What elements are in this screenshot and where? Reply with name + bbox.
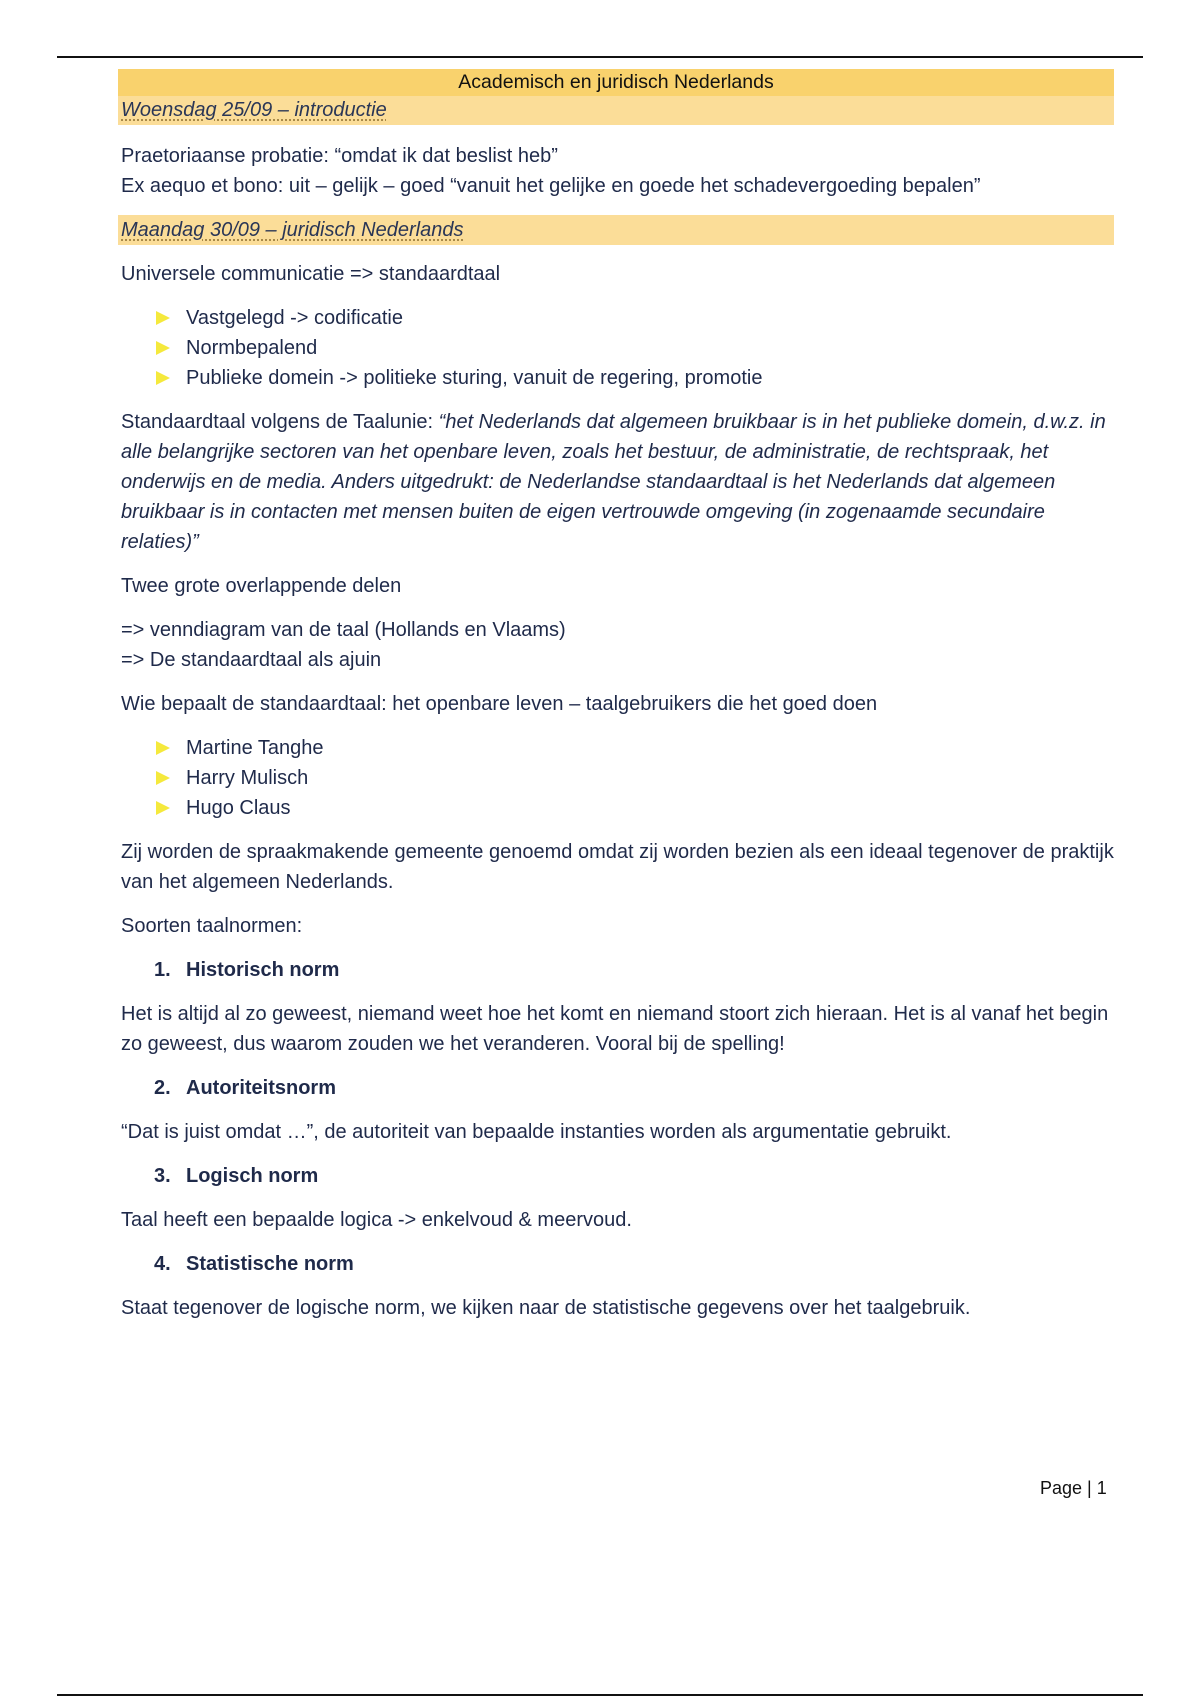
bottom-rule <box>57 1694 1143 1696</box>
list-item: Harry Mulisch <box>156 763 1114 793</box>
onion-line: => De standaardtaal als ajuin <box>121 649 382 671</box>
intro-line: Universele communicatie => standaardtaal <box>121 263 501 285</box>
who-line: Wie bepaalt de standaardtaal: het openbare leven – taalgebruikers die het goed doen <box>121 693 878 715</box>
line-praetoriaanse: Praetoriaanse probatie: “omdat ik dat beslist heb” <box>121 145 558 167</box>
parts-line: Twee grote overlappende delen <box>121 575 402 597</box>
norm-text-2: “Dat is juist omdat …”, de autoriteit van bepaalde instanties worden als argumentatie gebruikt. <box>121 1121 952 1143</box>
norm-heading-2: 2. Autoriteitsnorm <box>154 1077 336 1099</box>
arrow-bullet-icon <box>156 371 170 385</box>
arrow-bullet-icon <box>156 801 170 815</box>
list-item: Publieke domein -> politieke sturing, vanuit de regering, promotie <box>156 363 1114 393</box>
norm-text-3: Taal heeft een bepaalde logica -> enkelvoud & meervoud. <box>121 1209 632 1231</box>
list-item: Normbepalend <box>156 333 1114 363</box>
section-heading-woensdag: Woensdag 25/09 – introductie <box>118 96 1114 125</box>
top-rule <box>57 56 1143 58</box>
norm-heading-1: 1. Historisch norm <box>154 959 340 981</box>
page-number: Page | 1 <box>1040 1478 1107 1498</box>
document-title: Academisch en juridisch Nederlands <box>118 69 1114 96</box>
venn-line: => venndiagram van de taal (Hollands en Vlaams) <box>121 619 566 641</box>
document-body <box>118 69 1114 1323</box>
line-ex-aequo: Ex aequo et bono: uit – gelijk – goed “vanuit het gelijke en goede het schadevergoeding bepalen” <box>121 175 981 197</box>
arrow-bullet-icon <box>156 771 170 785</box>
section-heading-maandag: Maandag 30/09 – juridisch Nederlands <box>118 215 1114 245</box>
definition-paragraph: Standaardtaal volgens de Taalunie: “het Nederlands dat algemeen bruikbaar is in het publieke domein, d.w.z. in alle belangrijke sectoren van het openbare leven, zoals het bestuur, de administratie, de rechtspraak, het onderwijs en de media. Anders uitgedrukt: de Nederlandse standaardtaal is het Nederlands dat algemeen bruikbaar is in contacten met mensen buiten de eigen vertrouwde omgeving (in zogenaamde secundaire relaties)” <box>121 411 1106 553</box>
norm-text-1: Het is altijd al zo geweest, niemand weet hoe het komt en niemand stoort zich hieraan. Het is al vanaf het begin zo geweest, dus waarom zouden we het veranderen. Vooral bij de spelling! <box>121 1003 1109 1055</box>
list-item: Martine Tanghe <box>156 733 1114 763</box>
arrow-bullet-icon <box>156 341 170 355</box>
bullet-list-personen <box>118 733 1114 823</box>
community-paragraph: Zij worden de spraakmakende gemeente genoemd omdat zij worden bezien als een ideaal tegenover de praktijk van het algemeen Nederlands. <box>121 841 1114 893</box>
arrow-bullet-icon <box>156 311 170 325</box>
bullet-list-kenmerken <box>118 303 1114 393</box>
arrow-bullet-icon <box>156 741 170 755</box>
norm-heading-3: 3. Logisch norm <box>154 1165 319 1187</box>
list-item: Hugo Claus <box>156 793 1114 823</box>
norm-text-4: Staat tegenover de logische norm, we kijken naar de statistische gegevens over het taalgebruik. <box>121 1297 971 1319</box>
norms-intro: Soorten taalnormen: <box>121 915 303 937</box>
list-item: Vastgelegd -> codificatie <box>156 303 1114 333</box>
norm-heading-4: 4. Statistische norm <box>154 1253 354 1275</box>
definition-quote: “het Nederlands dat algemeen bruikbaar is in het publieke domein, d.w.z. in alle belangrijke sectoren van het openbare leven, zoals het bestuur, de administratie, de rechtspraak, het onderwijs en de media. Anders uitgedrukt: de Nederlandse standaardtaal is het Nederlands dat algemeen bruikbaar is in contacten met mensen buiten de eigen vertrouwde omgeving (in zogenaamde secundaire relaties)” <box>121 411 1106 553</box>
